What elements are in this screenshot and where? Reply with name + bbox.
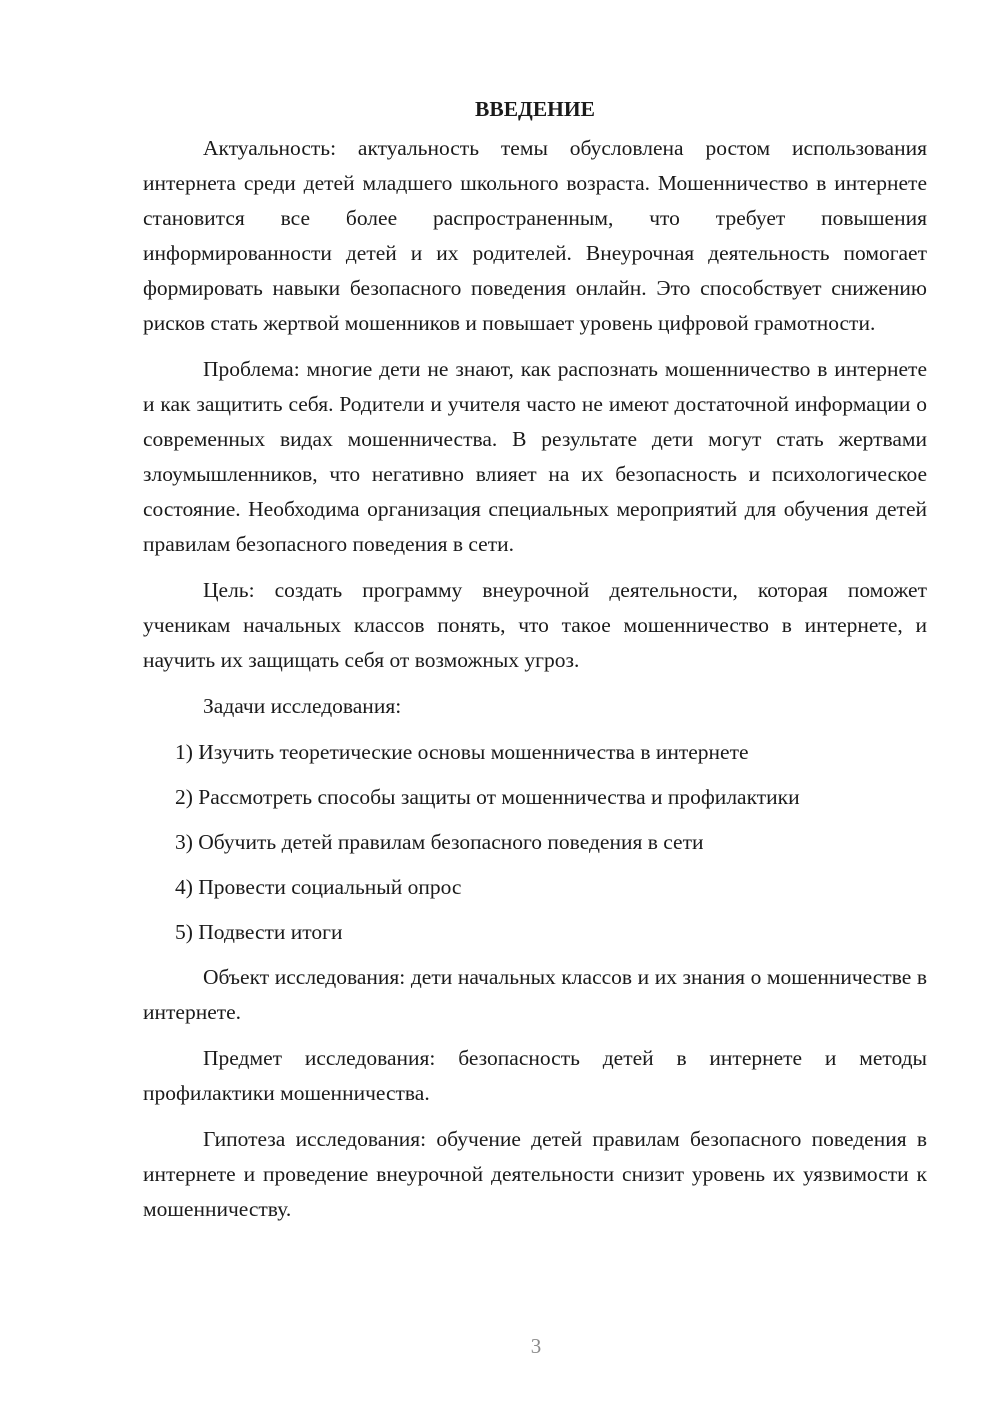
page-content xyxy=(143,92,927,1238)
page-title: ВВЕДЕНИЕ xyxy=(475,97,595,121)
tasks-heading: Задачи исследования: xyxy=(203,694,402,718)
page-number: 3 xyxy=(530,1334,542,1358)
subject-paragraph: Предмет исследования: безопасность детей в интернете и методы профилактики мошенничества. xyxy=(143,1046,927,1105)
task-item: 4) Провести социальный опрос xyxy=(175,875,462,899)
goal-paragraph: Цель: создать программу внеурочной деятельности, которая поможет ученикам начальных классов понять, что такое мошенничество в интернете, и научить их защищать себя от возможных угроз. xyxy=(143,578,927,672)
task-item: 5) Подвести итоги xyxy=(175,920,343,944)
hypothesis-paragraph: Гипотеза исследования: обучение детей правилам безопасного поведения в интернете и проведение внеурочной деятельности снизит уровень их уязвимости к мошенничеству. xyxy=(143,1127,927,1221)
task-item: 1) Изучить теоретические основы мошенничества в интернете xyxy=(175,740,749,764)
tasks-list xyxy=(143,735,927,950)
task-item: 2) Рассмотреть способы защиты от мошенничества и профилактики xyxy=(175,785,800,809)
task-item: 3) Обучить детей правилам безопасного поведения в сети xyxy=(175,830,704,854)
problem-paragraph: Проблема: многие дети не знают, как распознать мошенничество в интернете и как защитить себя. Родители и учителя часто не имеют достаточной информации о современных видах мошенничества. В результате дети могут стать жертвами злоумышленников, что негативно влияет на их безопасность и психологическое состояние. Необходима организация специальных мероприятий для обучения детей правилам безопасного поведения в сети. xyxy=(143,357,927,556)
relevance-paragraph: Актуальность: актуальность темы обусловлена ростом использования интернета среди детей младшего школьного возраста. Мошенничество в интернете становится все более распространенным, что требует повышения информированности детей и их родителей. Внеурочная деятельность помогает формировать навыки безопасного поведения онлайн. Это способствует снижению рисков стать жертвой мошенников и повышает уровень цифровой грамотности. xyxy=(143,136,927,335)
object-paragraph: Объект исследования: дети начальных классов и их знания о мошенничестве в интернете. xyxy=(143,965,927,1024)
